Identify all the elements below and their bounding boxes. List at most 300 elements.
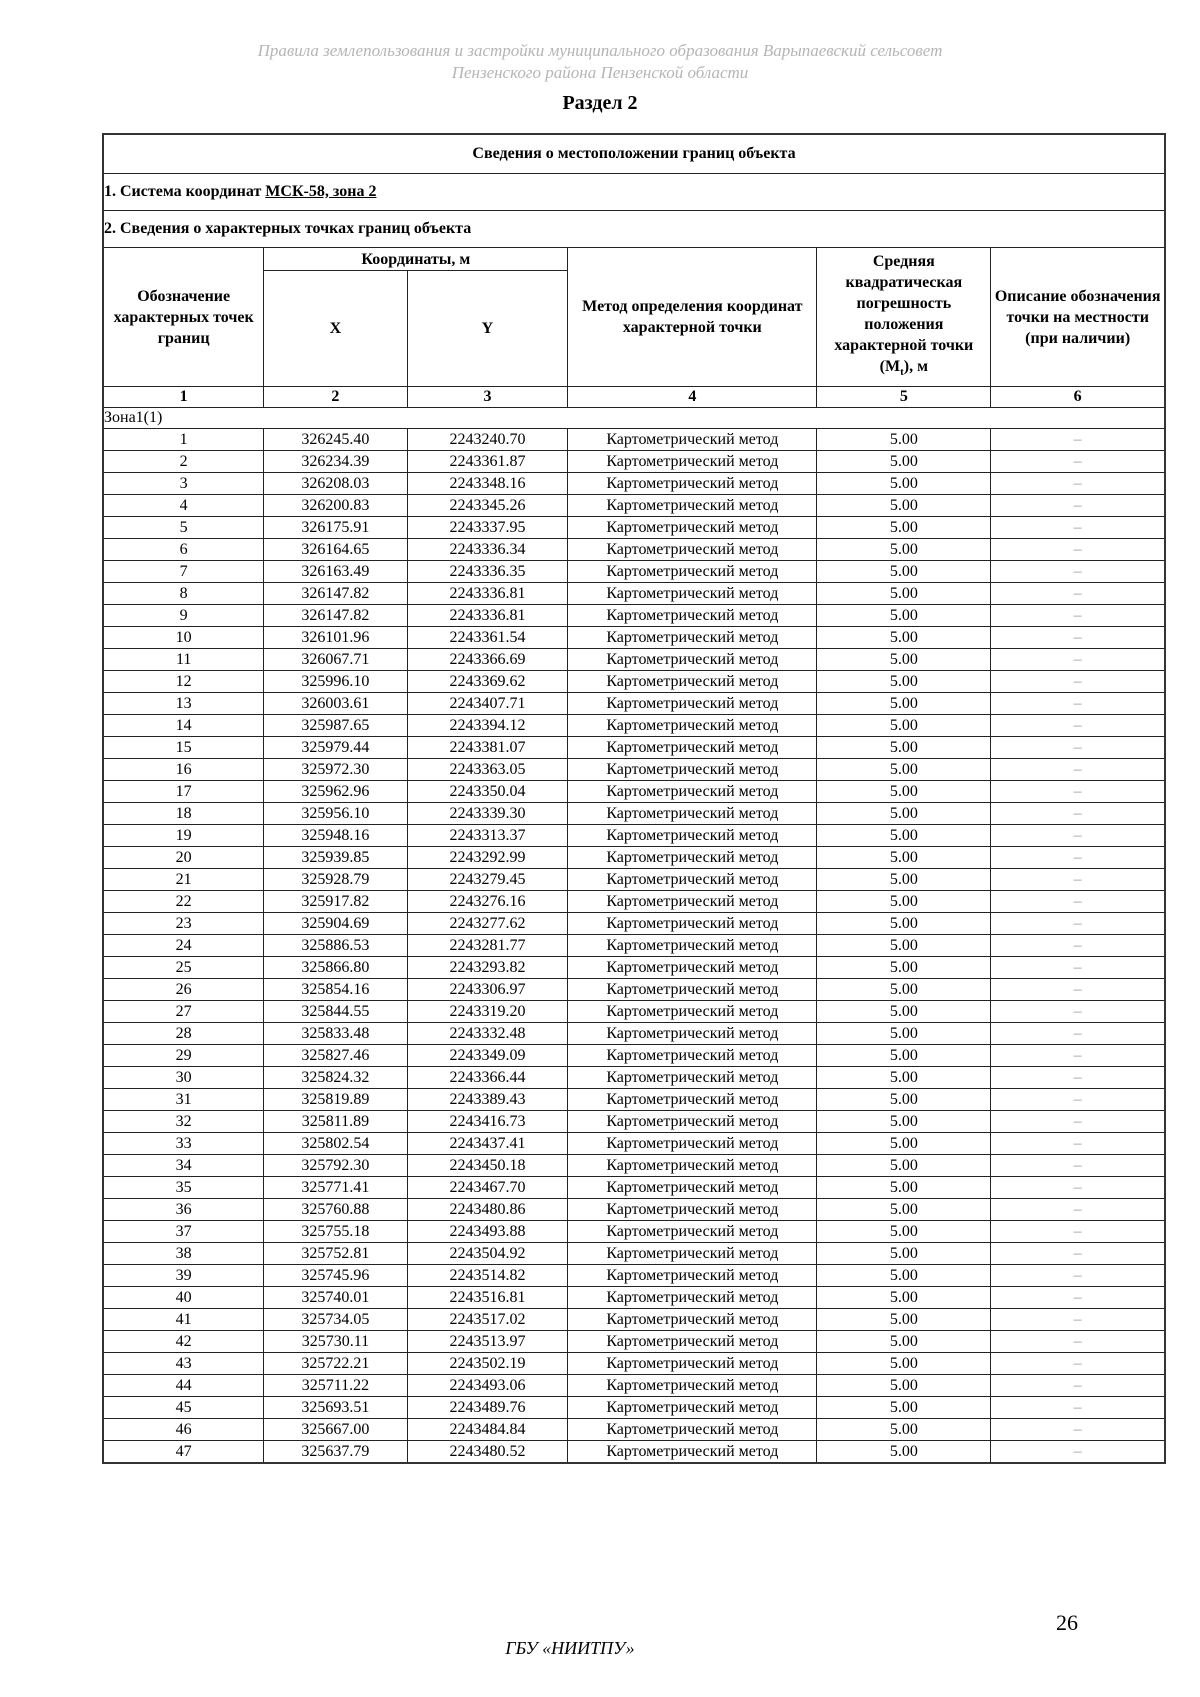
error-value: 5.00 xyxy=(817,1199,991,1221)
x-coordinate: 326200.83 xyxy=(264,495,407,517)
method: Картометрический метод xyxy=(568,847,817,869)
x-coordinate: 325844.55 xyxy=(264,1001,407,1023)
table-row xyxy=(103,957,1165,979)
method: Картометрический метод xyxy=(568,671,817,693)
error-value: 5.00 xyxy=(817,671,991,693)
error-value: 5.00 xyxy=(817,1111,991,1133)
point-number: 8 xyxy=(103,583,264,605)
y-coordinate: 2243489.76 xyxy=(407,1397,568,1419)
y-coordinate: 2243363.05 xyxy=(407,759,568,781)
point-number: 15 xyxy=(103,737,264,759)
x-coordinate: 325917.82 xyxy=(264,891,407,913)
x-coordinate: 325979.44 xyxy=(264,737,407,759)
description: – xyxy=(991,1001,1165,1023)
x-coordinate: 325972.30 xyxy=(264,759,407,781)
point-number: 32 xyxy=(103,1111,264,1133)
table-row xyxy=(103,1309,1165,1331)
error-value: 5.00 xyxy=(817,1177,991,1199)
x-coordinate: 326003.61 xyxy=(264,693,407,715)
method: Картометрический метод xyxy=(568,649,817,671)
column-number: 1 xyxy=(103,387,264,408)
table-row xyxy=(103,1353,1165,1375)
y-coordinate: 2243337.95 xyxy=(407,517,568,539)
description: – xyxy=(991,1177,1165,1199)
y-coordinate: 2243516.81 xyxy=(407,1287,568,1309)
error-value: 5.00 xyxy=(817,803,991,825)
y-coordinate: 2243339.30 xyxy=(407,803,568,825)
column-number: 5 xyxy=(817,387,991,408)
method: Картометрический метод xyxy=(568,627,817,649)
table-row xyxy=(103,781,1165,803)
x-coordinate: 325693.51 xyxy=(264,1397,407,1419)
error-value: 5.00 xyxy=(817,517,991,539)
table-row xyxy=(103,759,1165,781)
y-coordinate: 2243332.48 xyxy=(407,1023,568,1045)
x-coordinate: 325811.89 xyxy=(264,1111,407,1133)
error-value: 5.00 xyxy=(817,1309,991,1331)
error-value: 5.00 xyxy=(817,1397,991,1419)
y-coordinate: 2243336.81 xyxy=(407,583,568,605)
y-coordinate: 2243504.92 xyxy=(407,1243,568,1265)
table-row xyxy=(103,1441,1165,1464)
method: Картометрический метод xyxy=(568,1331,817,1353)
error-value: 5.00 xyxy=(817,759,991,781)
x-coordinate: 325722.21 xyxy=(264,1353,407,1375)
method: Картометрический метод xyxy=(568,759,817,781)
method: Картометрический метод xyxy=(568,957,817,979)
method: Картометрический метод xyxy=(568,561,817,583)
description: – xyxy=(991,869,1165,891)
table-row xyxy=(103,517,1165,539)
method: Картометрический метод xyxy=(568,825,817,847)
description: – xyxy=(991,649,1165,671)
error-value: 5.00 xyxy=(817,561,991,583)
header-x: X xyxy=(264,271,407,387)
error-value: 5.00 xyxy=(817,847,991,869)
description: – xyxy=(991,451,1165,473)
x-coordinate: 325760.88 xyxy=(264,1199,407,1221)
error-value: 5.00 xyxy=(817,737,991,759)
y-coordinate: 2243279.45 xyxy=(407,869,568,891)
y-coordinate: 2243293.82 xyxy=(407,957,568,979)
method: Картометрический метод xyxy=(568,1001,817,1023)
error-value: 5.00 xyxy=(817,781,991,803)
x-coordinate: 325824.32 xyxy=(264,1067,407,1089)
point-number: 6 xyxy=(103,539,264,561)
method: Картометрический метод xyxy=(568,891,817,913)
error-value: 5.00 xyxy=(817,1265,991,1287)
x-coordinate: 325904.69 xyxy=(264,913,407,935)
table-row xyxy=(103,627,1165,649)
description: – xyxy=(991,891,1165,913)
method: Картометрический метод xyxy=(568,1419,817,1441)
description: – xyxy=(991,935,1165,957)
y-coordinate: 2243517.02 xyxy=(407,1309,568,1331)
error-value: 5.00 xyxy=(817,495,991,517)
error-value: 5.00 xyxy=(817,605,991,627)
header-error: Средняя квадратическая погрешность положения характерной точки $(M_t)$, м xyxy=(817,248,991,387)
error-value: 5.00 xyxy=(817,935,991,957)
method: Картометрический метод xyxy=(568,495,817,517)
y-coordinate: 2243306.97 xyxy=(407,979,568,1001)
point-number: 29 xyxy=(103,1045,264,1067)
y-coordinate: 2243394.12 xyxy=(407,715,568,737)
description: – xyxy=(991,1309,1165,1331)
point-number: 10 xyxy=(103,627,264,649)
description: – xyxy=(991,539,1165,561)
description: – xyxy=(991,1287,1165,1309)
point-number: 3 xyxy=(103,473,264,495)
point-number: 7 xyxy=(103,561,264,583)
boundary-coordinates-table xyxy=(102,133,1166,1464)
table-row xyxy=(103,1023,1165,1045)
x-coordinate: 325792.30 xyxy=(264,1155,407,1177)
error-value: 5.00 xyxy=(817,913,991,935)
running-header-line1: Правила землепользования и застройки муниципального образования Варыпаевский сельсовет xyxy=(257,41,943,60)
x-coordinate: 326245.40 xyxy=(264,429,407,451)
method: Картометрический метод xyxy=(568,1441,817,1464)
error-value: 5.00 xyxy=(817,1089,991,1111)
table-row xyxy=(103,1001,1165,1023)
x-coordinate: 325928.79 xyxy=(264,869,407,891)
error-value: 5.00 xyxy=(817,539,991,561)
description: – xyxy=(991,1221,1165,1243)
table-row xyxy=(103,1045,1165,1067)
error-value: 5.00 xyxy=(817,1067,991,1089)
point-number: 26 xyxy=(103,979,264,1001)
running-header-line2: Пензенского района Пензенской области xyxy=(451,63,749,82)
table-row xyxy=(103,1067,1165,1089)
error-value: 5.00 xyxy=(817,429,991,451)
method: Картометрический метод xyxy=(568,583,817,605)
description: – xyxy=(991,583,1165,605)
x-coordinate: 325939.85 xyxy=(264,847,407,869)
description: – xyxy=(991,473,1165,495)
method: Картометрический метод xyxy=(568,1089,817,1111)
x-coordinate: 325734.05 xyxy=(264,1309,407,1331)
point-number: 39 xyxy=(103,1265,264,1287)
y-coordinate: 2243407.71 xyxy=(407,693,568,715)
table-row xyxy=(103,1111,1165,1133)
point-number: 12 xyxy=(103,671,264,693)
point-number: 13 xyxy=(103,693,264,715)
point-number: 47 xyxy=(103,1441,264,1464)
table-row xyxy=(103,1221,1165,1243)
y-coordinate: 2243381.07 xyxy=(407,737,568,759)
x-coordinate: 326147.82 xyxy=(264,583,407,605)
x-coordinate: 325948.16 xyxy=(264,825,407,847)
point-number: 19 xyxy=(103,825,264,847)
point-number: 18 xyxy=(103,803,264,825)
table-row xyxy=(103,847,1165,869)
y-coordinate: 2243336.34 xyxy=(407,539,568,561)
description: – xyxy=(991,495,1165,517)
point-number: 4 xyxy=(103,495,264,517)
description: – xyxy=(991,1199,1165,1221)
description: – xyxy=(991,517,1165,539)
error-value: 5.00 xyxy=(817,979,991,1001)
table-row xyxy=(103,913,1165,935)
x-coordinate: 325745.96 xyxy=(264,1265,407,1287)
x-coordinate: 326175.91 xyxy=(264,517,407,539)
y-coordinate: 2243345.26 xyxy=(407,495,568,517)
coord-system-label: 1. Система координат xyxy=(104,183,266,200)
description: – xyxy=(991,1111,1165,1133)
x-coordinate: 325755.18 xyxy=(264,1221,407,1243)
table-row xyxy=(103,715,1165,737)
point-number: 35 xyxy=(103,1177,264,1199)
y-coordinate: 2243361.87 xyxy=(407,451,568,473)
column-number: 3 xyxy=(407,387,568,408)
y-coordinate: 2243313.37 xyxy=(407,825,568,847)
points-title-row xyxy=(103,211,1165,248)
method: Картометрический метод xyxy=(568,737,817,759)
description: – xyxy=(991,759,1165,781)
y-coordinate: 2243467.70 xyxy=(407,1177,568,1199)
y-coordinate: 2243437.41 xyxy=(407,1133,568,1155)
error-value: 5.00 xyxy=(817,957,991,979)
header-description: Описание обозначения точки на местности (при наличии) xyxy=(991,248,1165,387)
table-heading xyxy=(103,134,1165,429)
point-number: 11 xyxy=(103,649,264,671)
x-coordinate: 325819.89 xyxy=(264,1089,407,1111)
coord-system-row xyxy=(103,174,1165,211)
point-number: 23 xyxy=(103,913,264,935)
column-number: 6 xyxy=(991,387,1165,408)
coord-system-value: МСК-58, зона 2 xyxy=(265,183,377,200)
method: Картометрический метод xyxy=(568,1243,817,1265)
error-value: 5.00 xyxy=(817,1353,991,1375)
table-title: Сведения о местоположении границ объекта xyxy=(103,134,1165,174)
description: – xyxy=(991,957,1165,979)
point-number: 20 xyxy=(103,847,264,869)
description: – xyxy=(991,1089,1165,1111)
method: Картометрический метод xyxy=(568,1397,817,1419)
point-number: 40 xyxy=(103,1287,264,1309)
table-row xyxy=(103,825,1165,847)
method: Картометрический метод xyxy=(568,1177,817,1199)
description: – xyxy=(991,1067,1165,1089)
table-row xyxy=(103,1133,1165,1155)
x-coordinate: 325866.80 xyxy=(264,957,407,979)
error-value: 5.00 xyxy=(817,1221,991,1243)
method: Картометрический метод xyxy=(568,869,817,891)
x-coordinate: 325854.16 xyxy=(264,979,407,1001)
column-number: 2 xyxy=(264,387,407,408)
method: Картометрический метод xyxy=(568,935,817,957)
x-coordinate: 325802.54 xyxy=(264,1133,407,1155)
point-number: 44 xyxy=(103,1375,264,1397)
error-value: 5.00 xyxy=(817,1287,991,1309)
y-coordinate: 2243480.86 xyxy=(407,1199,568,1221)
point-number: 34 xyxy=(103,1155,264,1177)
y-coordinate: 2243389.43 xyxy=(407,1089,568,1111)
table-row xyxy=(103,649,1165,671)
point-number: 42 xyxy=(103,1331,264,1353)
error-value: 5.00 xyxy=(817,1441,991,1464)
table-row xyxy=(103,891,1165,913)
table-row xyxy=(103,803,1165,825)
table-row xyxy=(103,1177,1165,1199)
method: Картометрический метод xyxy=(568,1287,817,1309)
header-y: Y xyxy=(407,271,568,387)
method: Картометрический метод xyxy=(568,781,817,803)
description: – xyxy=(991,1265,1165,1287)
table-row xyxy=(103,1287,1165,1309)
table-row xyxy=(103,539,1165,561)
y-coordinate: 2243336.81 xyxy=(407,605,568,627)
x-coordinate: 325996.10 xyxy=(264,671,407,693)
method: Картометрический метод xyxy=(568,429,817,451)
y-coordinate: 2243349.09 xyxy=(407,1045,568,1067)
error-value: 5.00 xyxy=(817,1243,991,1265)
x-coordinate: 325637.79 xyxy=(264,1441,407,1464)
header-method: Метод определения координат характерной точки xyxy=(568,248,817,387)
description: – xyxy=(991,1375,1165,1397)
method: Картометрический метод xyxy=(568,1221,817,1243)
description: – xyxy=(991,847,1165,869)
y-coordinate: 2243493.06 xyxy=(407,1375,568,1397)
table-row xyxy=(103,1419,1165,1441)
error-value: 5.00 xyxy=(817,891,991,913)
y-coordinate: 2243502.19 xyxy=(407,1353,568,1375)
description: – xyxy=(991,1353,1165,1375)
point-number: 17 xyxy=(103,781,264,803)
table-row xyxy=(103,561,1165,583)
y-coordinate: 2243366.69 xyxy=(407,649,568,671)
y-coordinate: 2243350.04 xyxy=(407,781,568,803)
error-value: 5.00 xyxy=(817,1133,991,1155)
table-row xyxy=(103,737,1165,759)
method: Картометрический метод xyxy=(568,451,817,473)
y-coordinate: 2243292.99 xyxy=(407,847,568,869)
description: – xyxy=(991,715,1165,737)
point-number: 38 xyxy=(103,1243,264,1265)
method: Картометрический метод xyxy=(568,1045,817,1067)
method: Картометрический метод xyxy=(568,517,817,539)
method: Картометрический метод xyxy=(568,1375,817,1397)
table-row xyxy=(103,671,1165,693)
description: – xyxy=(991,1441,1165,1464)
x-coordinate: 326163.49 xyxy=(264,561,407,583)
points-title: 2. Сведения о характерных точках границ объекта xyxy=(103,211,1165,248)
description: – xyxy=(991,825,1165,847)
error-value: 5.00 xyxy=(817,825,991,847)
description: – xyxy=(991,737,1165,759)
point-number: 28 xyxy=(103,1023,264,1045)
error-value: 5.00 xyxy=(817,473,991,495)
table-row xyxy=(103,605,1165,627)
table-row xyxy=(103,583,1165,605)
error-value: 5.00 xyxy=(817,1419,991,1441)
table-title-row xyxy=(103,134,1165,174)
zone-row xyxy=(103,408,1165,429)
x-coordinate: 325771.41 xyxy=(264,1177,407,1199)
description: – xyxy=(991,1155,1165,1177)
method: Картометрический метод xyxy=(568,979,817,1001)
page-number: 26 xyxy=(1056,1610,1078,1635)
column-number-row xyxy=(103,387,1165,408)
x-coordinate: 326147.82 xyxy=(264,605,407,627)
method: Картометрический метод xyxy=(568,473,817,495)
table-row xyxy=(103,979,1165,1001)
running-header xyxy=(0,40,1200,84)
table-row xyxy=(103,1375,1165,1397)
description: – xyxy=(991,627,1165,649)
x-coordinate: 326101.96 xyxy=(264,627,407,649)
error-value: 5.00 xyxy=(817,583,991,605)
point-number: 22 xyxy=(103,891,264,913)
method: Картометрический метод xyxy=(568,1353,817,1375)
point-number: 14 xyxy=(103,715,264,737)
description: – xyxy=(991,1243,1165,1265)
description: – xyxy=(991,1397,1165,1419)
table-row xyxy=(103,935,1165,957)
point-number: 1 xyxy=(103,429,264,451)
y-coordinate: 2243480.52 xyxy=(407,1441,568,1464)
table-row xyxy=(103,1155,1165,1177)
table-row xyxy=(103,1331,1165,1353)
x-coordinate: 325987.65 xyxy=(264,715,407,737)
y-coordinate: 2243348.16 xyxy=(407,473,568,495)
point-number: 21 xyxy=(103,869,264,891)
error-value: 5.00 xyxy=(817,1331,991,1353)
error-value: 5.00 xyxy=(817,869,991,891)
x-coordinate: 326164.65 xyxy=(264,539,407,561)
point-number: 16 xyxy=(103,759,264,781)
y-coordinate: 2243484.84 xyxy=(407,1419,568,1441)
point-number: 41 xyxy=(103,1309,264,1331)
method: Картометрический метод xyxy=(568,1309,817,1331)
error-value: 5.00 xyxy=(817,451,991,473)
description: – xyxy=(991,1419,1165,1441)
method: Картометрический метод xyxy=(568,1133,817,1155)
y-coordinate: 2243514.82 xyxy=(407,1265,568,1287)
table-row xyxy=(103,1199,1165,1221)
description: – xyxy=(991,1331,1165,1353)
x-coordinate: 325827.46 xyxy=(264,1045,407,1067)
table-row xyxy=(103,473,1165,495)
point-number: 2 xyxy=(103,451,264,473)
x-coordinate: 325667.00 xyxy=(264,1419,407,1441)
error-value: 5.00 xyxy=(817,693,991,715)
column-header-row-1 xyxy=(103,248,1165,271)
method: Картометрический метод xyxy=(568,693,817,715)
y-coordinate: 2243336.35 xyxy=(407,561,568,583)
x-coordinate: 326208.03 xyxy=(264,473,407,495)
point-number: 25 xyxy=(103,957,264,979)
x-coordinate: 325956.10 xyxy=(264,803,407,825)
point-number: 37 xyxy=(103,1221,264,1243)
y-coordinate: 2243276.16 xyxy=(407,891,568,913)
error-value: 5.00 xyxy=(817,715,991,737)
y-coordinate: 2243513.97 xyxy=(407,1331,568,1353)
section-title: Раздел 2 xyxy=(562,92,638,114)
description: – xyxy=(991,781,1165,803)
table-row xyxy=(103,693,1165,715)
y-coordinate: 2243369.62 xyxy=(407,671,568,693)
description: – xyxy=(991,979,1165,1001)
method: Картометрический метод xyxy=(568,1111,817,1133)
point-number: 31 xyxy=(103,1089,264,1111)
point-number: 46 xyxy=(103,1419,264,1441)
table-row xyxy=(103,1089,1165,1111)
point-number: 27 xyxy=(103,1001,264,1023)
y-coordinate: 2243450.18 xyxy=(407,1155,568,1177)
description: – xyxy=(991,671,1165,693)
x-coordinate: 325833.48 xyxy=(264,1023,407,1045)
method: Картометрический метод xyxy=(568,1023,817,1045)
